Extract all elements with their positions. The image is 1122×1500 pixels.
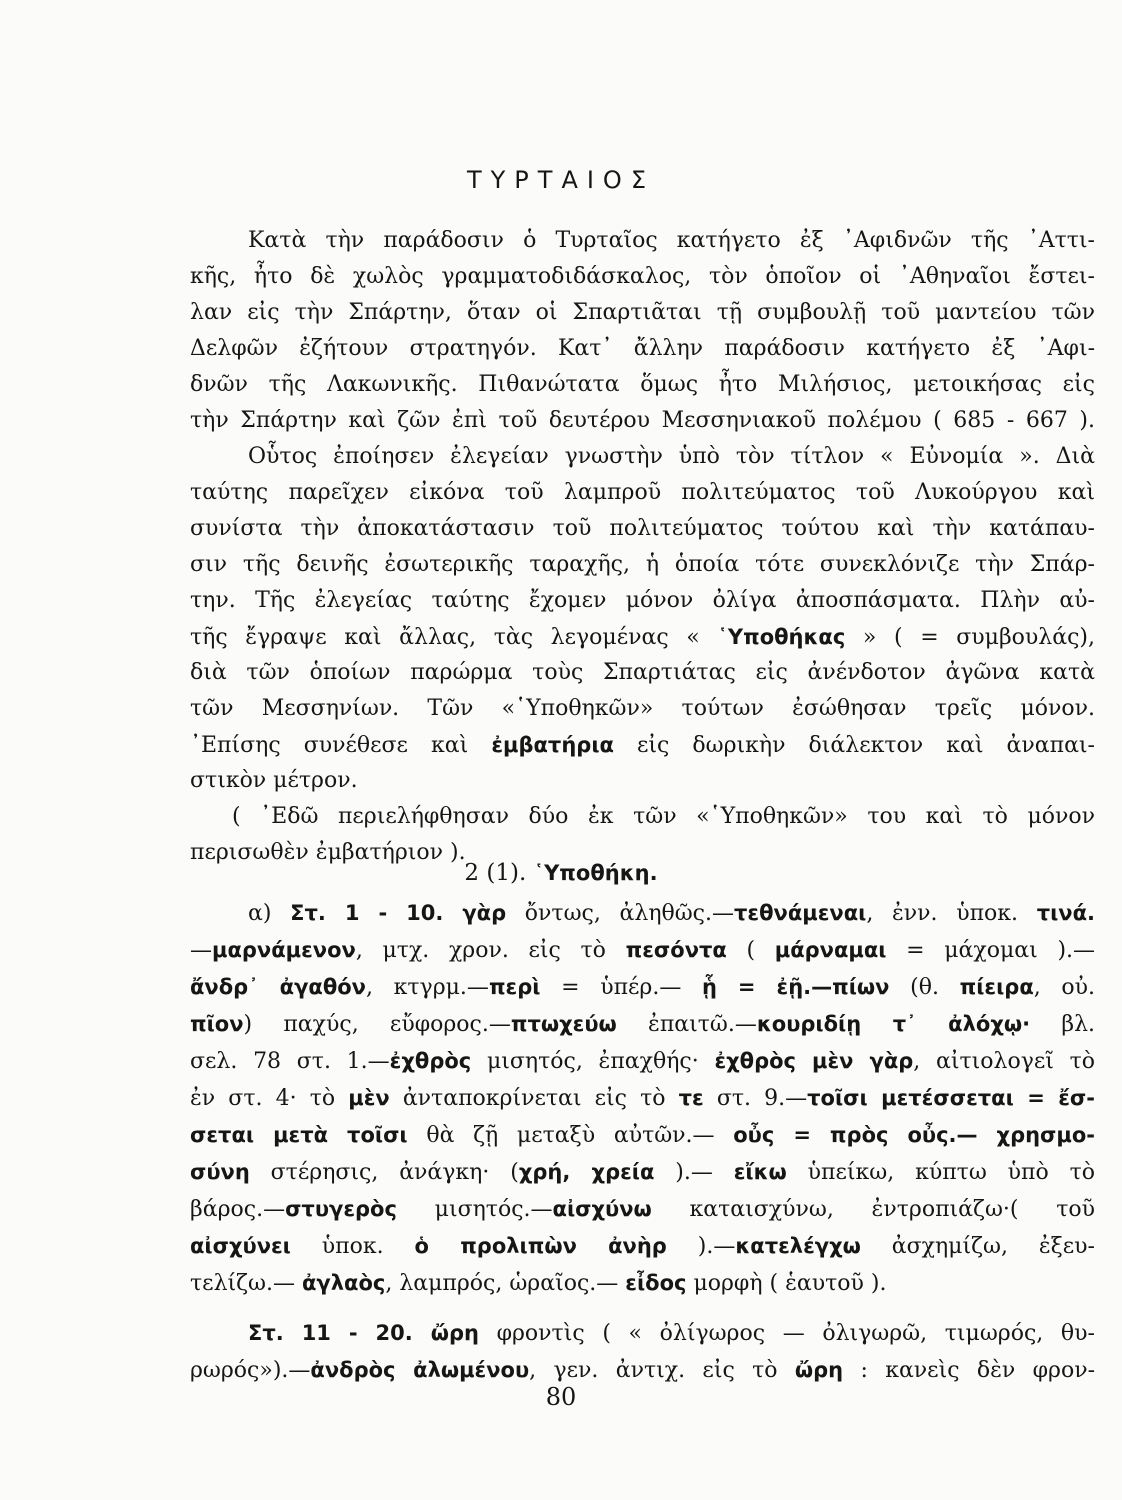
- bold-term: κουριδίῃ τ᾿ ἀλόχῳ·: [756, 1012, 1031, 1036]
- bold-term: ὤρη: [794, 1358, 844, 1382]
- gloss-text: φροντὶς ( « ὀλίγωρος — ὀλιγωρῶ, τιμωρός, θυ-: [478, 1321, 1095, 1346]
- bold-term: ἀγλαὸς: [302, 1271, 386, 1295]
- gloss-text: καταισχύνω, ἐντροπιάζω·( τοῦ: [651, 1197, 1095, 1222]
- gloss-text: σελ. 78 στ. 1.—: [190, 1049, 390, 1074]
- note-line: περισωθὲν ἐμβατήριον ).: [190, 840, 466, 865]
- bold-term: μάρναμαι: [774, 938, 887, 962]
- note-line: ( ᾿Εδῶ περιελήφθησαν δύο ἐκ τῶν «῾Υποθηκῶν» του καὶ τὸ μόνον: [232, 804, 1095, 829]
- gloss-text: = μάχομαι ).—: [886, 938, 1096, 963]
- gloss-text: ἐν στ. 4· τὸ: [190, 1086, 349, 1111]
- intro-line: κῆς, ἦτο δὲ χωλὸς γραμματοδιδάσκαλος, τὸν ὁποῖον οἱ ᾿Αθηναῖοι ἔστει-: [190, 264, 1095, 289]
- commentary-line: [190, 1228, 1095, 1264]
- gloss-text: , ἐνν. ὑποκ.: [866, 901, 1037, 926]
- gloss-text: ἀσχημίζω, ἐξευ-: [860, 1234, 1095, 1259]
- bold-term: ἄνδρ᾿ ἀγαθόν: [190, 975, 366, 999]
- bold-term: τε: [678, 1086, 704, 1110]
- bold-term: κατελέγχω: [735, 1234, 861, 1258]
- gloss-text: θὰ ζῇ μεταξὺ αὐτῶν.—: [407, 1123, 734, 1148]
- gloss-text: , γεν. ἀντιχ. εἰς τὸ: [529, 1358, 795, 1383]
- gloss-text: μορφὴ ( ἑαυτοῦ ).: [686, 1271, 887, 1296]
- bold-term: ἀνδρὸς ἀλωμένου: [310, 1358, 530, 1382]
- paragraph-line: στικὸν μέτρον.: [190, 768, 358, 793]
- paragraph-line: τῶν Μεσσηνίων. Τῶν «῾Υποθηκῶν» τούτων ἐσώθησαν τρεῖς μόνον.: [190, 696, 1095, 721]
- commentary-line: [190, 1006, 1095, 1042]
- paragraph-line: σιν τῆς δεινῆς ἐσωτερικῆς ταραχῆς, ἡ ὁποία τότε συνεκλόνιζε τὴν Σπάρ-: [190, 552, 1095, 577]
- gloss-text: ἐπαιτῶ.—: [616, 1012, 757, 1037]
- commentary-line: [248, 895, 1095, 931]
- gloss-text: ὄντως, ἀληθῶς.—: [506, 901, 735, 926]
- bold-term: ᾗ = ἐῇ.—πίων: [702, 975, 890, 999]
- gloss-text: : κανεὶς δὲν φρον-: [843, 1358, 1096, 1383]
- intro-line: λαν εἰς τὴν Σπάρτην, ὅταν οἱ Σπαρτιᾶται τῇ συμβουλῇ τοῦ μαντείου τῶν: [190, 300, 1095, 325]
- gloss-text: βλ.: [1030, 1012, 1095, 1037]
- gloss-text: στέρησις, ἀνάγκη· (: [249, 1160, 519, 1185]
- bold-term: πτωχεύω: [510, 1012, 617, 1036]
- bold-term: τινά.: [1036, 901, 1096, 925]
- bold-term: μὲν: [348, 1086, 390, 1110]
- bold-term: πῖον: [190, 1012, 244, 1036]
- bold-term: Στ. 1 - 10. γὰρ: [290, 901, 507, 925]
- gloss-text: ὑπείκω, κύπτω ὑπὸ τὸ: [786, 1160, 1095, 1185]
- bold-term: μαρνάμενον: [212, 938, 356, 962]
- gloss-text: βάρος.—: [190, 1197, 286, 1222]
- gloss-text: , αἰτιολογεῖ τὸ: [913, 1049, 1096, 1074]
- paragraph-line: ταύτης παρεῖχεν εἰκόνα τοῦ λαμπροῦ πολιτεύματος τοῦ Λυκούργου καὶ: [190, 480, 1095, 505]
- paragraph-line: διὰ τῶν ὁποίων παρώρμα τοὺς Σπαρτιάτας εἰς ἀνένδοτον ἀγῶνα κατὰ: [190, 660, 1095, 685]
- bold-term: χρή, χρεία: [518, 1160, 655, 1184]
- bold-term: εἴκω: [733, 1160, 787, 1184]
- intro-line: τὴν Σπάρτην καὶ ζῶν ἐπὶ τοῦ δευτέρου Μεσσηνιακοῦ πολέμου ( 685 - 667 ).: [190, 408, 1095, 433]
- gloss-text: ἀνταποκρίνεται εἰς τὸ: [389, 1086, 679, 1111]
- bold-term: αἰσχύνω: [552, 1197, 652, 1221]
- bold-term: ἐχθρὸς μὲν γὰρ: [714, 1049, 914, 1073]
- page-title: ΤΥΡΤΑΙΟΣ: [466, 166, 655, 194]
- bold-term: εἶδος: [625, 1271, 687, 1295]
- gloss-text: ρωρός»).—: [190, 1358, 311, 1383]
- bold-term: Στ. 11 - 20. ὤρη: [248, 1321, 479, 1345]
- paragraph-line: την. Τῆς ἐλεγείας ταύτης ἔχομεν μόνον ὀλίγα ἀποσπάσματα. Πλὴν αὐ-: [190, 588, 1095, 613]
- bold-term: οὖς = πρὸς οὖς.— χρησμο-: [733, 1123, 1096, 1147]
- gloss-text: —: [190, 938, 212, 963]
- gloss-text: ).—: [654, 1160, 734, 1185]
- intro-line: Δελφῶν ἐζήτουν στρατηγόν. Κατ᾿ ἄλλην παράδοσιν κατήγετο ἐξ ᾿Αφι-: [190, 336, 1095, 361]
- gloss-text: τελίζω.—: [190, 1271, 302, 1296]
- gloss-text: μισητός.—: [396, 1197, 553, 1222]
- bold-term: ἐχθρὸς: [389, 1049, 472, 1073]
- gloss-text: , κτγρμ.—: [365, 975, 489, 1000]
- gloss-text: στ. 9.—: [703, 1086, 808, 1111]
- bold-term: αἰσχύνει: [190, 1234, 291, 1258]
- commentary-line: [190, 969, 1095, 1005]
- commentary-line: [190, 1154, 1095, 1190]
- page-number: 80: [545, 1383, 577, 1411]
- gloss-text: α): [248, 901, 291, 926]
- commentary-line: [190, 1191, 1095, 1227]
- bold-term: πίειρα: [959, 975, 1034, 999]
- paragraph-line: τῆς ἔγραψε καὶ ἄλλας, τὰς λεγομένας « ῾Υποθήκας » ( = συμβουλάς),: [190, 625, 1095, 650]
- gloss-text: μισητός, ἐπαχθής·: [471, 1049, 715, 1074]
- gloss-text: ).—: [666, 1234, 736, 1259]
- section-heading: 2 (1). ῾Υποθήκη.: [464, 860, 658, 886]
- commentary-line: [190, 1043, 1095, 1079]
- commentary-line: [190, 1265, 1095, 1301]
- bold-term: στυγερὸς: [285, 1197, 397, 1221]
- commentary-line: [248, 1315, 1095, 1351]
- gloss-text: (: [726, 938, 775, 963]
- bold-term: σεται μετὰ τοῖσι: [190, 1123, 408, 1147]
- bold-term: τοῖσι μετέσσεται = ἔσ-: [807, 1086, 1095, 1110]
- gloss-text: (θ.: [889, 975, 960, 1000]
- intro-line: Κατὰ τὴν παράδοσιν ὁ Τυρταῖος κατήγετο ἐξ ᾿Αφιδνῶν τῆς ᾿Αττι-: [248, 228, 1095, 253]
- commentary-line: [190, 1080, 1095, 1116]
- bold-term: περὶ: [488, 975, 541, 999]
- bold-term: πεσόντα: [625, 938, 727, 962]
- gloss-text: , μτχ. χρον. εἰς τὸ: [355, 938, 626, 963]
- gloss-text: , οὐ.: [1033, 975, 1096, 1000]
- gloss-text: , λαμπρός, ὡραῖος.—: [385, 1271, 626, 1296]
- bold-term: ὁ προλιπὼν ἀνὴρ: [414, 1234, 667, 1258]
- gloss-text: ὑποκ.: [290, 1234, 415, 1259]
- intro-line: δνῶν τῆς Λακωνικῆς. Πιθανώτατα ὅμως ἦτο Μιλήσιος, μετοικήσας εἰς: [190, 372, 1095, 397]
- gloss-text: ) παχύς, εὔφορος.—: [243, 1012, 511, 1037]
- paragraph-line: Οὗτος ἐποίησεν ἐλεγείαν γνωστὴν ὑπὸ τὸν τίτλον « Εὐνομία ». Διὰ: [248, 444, 1095, 469]
- paragraph-line: συνίστα τὴν ἀποκατάστασιν τοῦ πολιτεύματος τούτου καὶ τὴν κατάπαυ-: [190, 516, 1095, 541]
- commentary-line: [190, 932, 1095, 968]
- commentary-line: [190, 1117, 1095, 1153]
- paragraph-line: ᾿Επίσης συνέθεσε καὶ ἐμβατήρια εἰς δωρικὴν διάλεκτον καὶ ἀναπαι-: [190, 733, 1095, 758]
- bold-term: τεθνάμεναι: [734, 901, 867, 925]
- gloss-text: = ὑπέρ.—: [540, 975, 703, 1000]
- bold-term: σύνη: [190, 1160, 250, 1184]
